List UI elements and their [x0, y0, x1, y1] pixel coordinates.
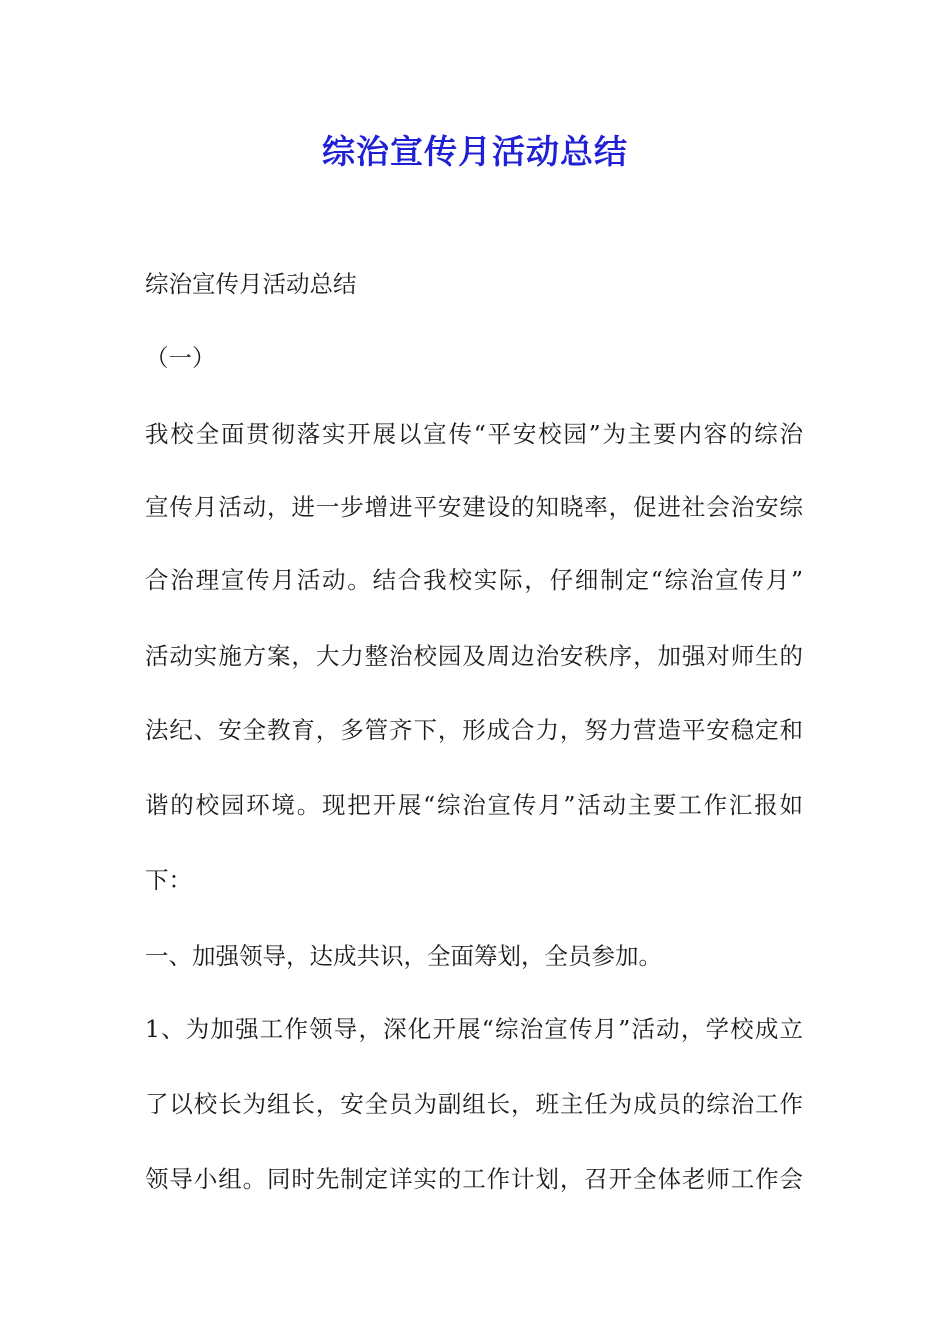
section-heading: 一、加强领导，达成共识，全面筹划，全员参加。 — [145, 942, 662, 970]
paragraph-line: 谐的校园环境。现把开展“综治宣传月”活动主要工作汇报如 — [145, 791, 803, 819]
section-number: （一） — [145, 344, 216, 372]
paragraph-line: 法纪、安全教育，多管齐下，形成合力，努力营造平安稳定和 — [145, 716, 803, 744]
paragraph-line: 下： — [145, 866, 192, 894]
paragraph-line: 合治理宣传月活动。结合我校实际，仔细制定“综治宣传月” — [145, 566, 803, 594]
paragraph-line: 宣传月活动，进一步增进平安建设的知晓率，促进社会治安综 — [145, 493, 803, 521]
paragraph-line: 活动实施方案，大力整治校园及周边治安秩序，加强对师生的 — [145, 642, 803, 670]
paragraph-line: 1、为加强工作领导，深化开展“综治宣传月”活动，学校成立 — [145, 1015, 803, 1043]
paragraph-line: 了以校长为组长，安全员为副组长，班主任为成员的综治工作 — [145, 1090, 803, 1118]
paragraph-line: 我校全面贯彻落实开展以宣传“平安校园”为主要内容的综治 — [145, 420, 803, 448]
document-title: 综治宣传月活动总结 — [322, 132, 628, 171]
subtitle-line: 综治宣传月活动总结 — [145, 270, 357, 298]
paragraph-line: 领导小组。同时先制定详实的工作计划，召开全体老师工作会 — [145, 1165, 803, 1193]
